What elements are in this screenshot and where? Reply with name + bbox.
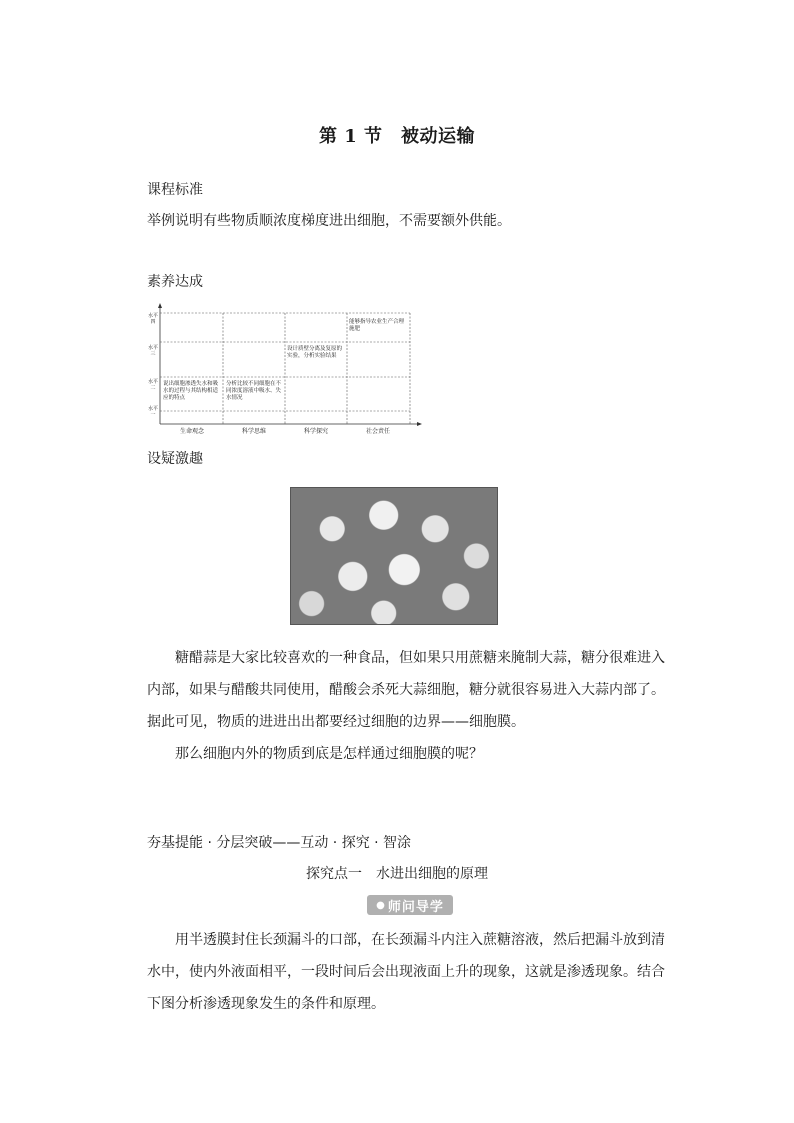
cell-level2-life: 说出细胞渗透失水和吸水的过程与其结构相适应的特点 bbox=[163, 381, 219, 401]
teacher-guide-badge bbox=[367, 895, 453, 915]
basic-section-heading: 夯基提能 · 分层突破——互动 · 探究 · 智涂 bbox=[147, 835, 412, 851]
cell-level2-thinking: 分析比较不同细胞在不同浓度溶液中吸水、失水情况 bbox=[226, 381, 282, 401]
course-standard-heading: 课程标准 bbox=[147, 182, 203, 198]
garlic-photo bbox=[290, 487, 498, 625]
cell-level4-social: 能够指导农业生产合理施肥 bbox=[349, 319, 405, 332]
course-standard-text: 举例说明有些物质顺浓度梯度进出细胞，不需要额外供能。 bbox=[147, 213, 511, 229]
paragraph-osmosis: 用半透膜封住长颈漏斗的口部，在长颈漏斗内注入蔗糖溶液，然后把漏斗放到清水中，使内外液面相平，一段时间后会出现液面上升的现象，这就是渗透现象。结合下图分析渗透现象发生的条件和原理。 bbox=[147, 932, 665, 1012]
x-axis-arrow bbox=[417, 422, 422, 426]
level-label-2: 水平二 bbox=[147, 379, 158, 391]
page-title: 第 1 节 被动运输 bbox=[318, 126, 476, 147]
person-icon: ● bbox=[376, 899, 386, 911]
paragraph-garlic: 糖醋蒜是大家比较喜欢的一种食品，但如果只用蔗糖来腌制大蒜，糖分很难进入内部，如果与醋酸共同使用，醋酸会杀死大蒜细胞，糖分就很容易进入大蒜内部了。据此可见，物质的进进出出都要经过细胞的边界——细胞膜。 bbox=[147, 650, 665, 730]
x-label-life: 生命观念 bbox=[179, 428, 204, 435]
cell-level3-inquiry: 设计质壁分离及复原的实验，分析实验结果 bbox=[287, 346, 343, 359]
literacy-heading: 素养达成 bbox=[147, 274, 203, 290]
x-label-thinking: 科学思维 bbox=[241, 428, 266, 435]
literacy-chart bbox=[147, 302, 427, 437]
inquiry-point-heading: 探究点一 水进出细胞的原理 bbox=[306, 866, 488, 882]
x-label-inquiry: 科学探究 bbox=[303, 428, 328, 435]
y-axis-arrow bbox=[158, 303, 162, 308]
level-label-3: 水平三 bbox=[147, 345, 158, 357]
badge-label: 师问导学 bbox=[387, 899, 444, 915]
paragraph-question: 那么细胞内外的物质到底是怎样通过细胞膜的呢？ bbox=[175, 746, 483, 762]
level-label-4: 水平四 bbox=[147, 313, 158, 325]
inquiry-heading: 设疑激趣 bbox=[147, 451, 203, 467]
level-label-1: 水平一 bbox=[147, 406, 158, 418]
x-label-social: 社会责任 bbox=[365, 428, 390, 435]
